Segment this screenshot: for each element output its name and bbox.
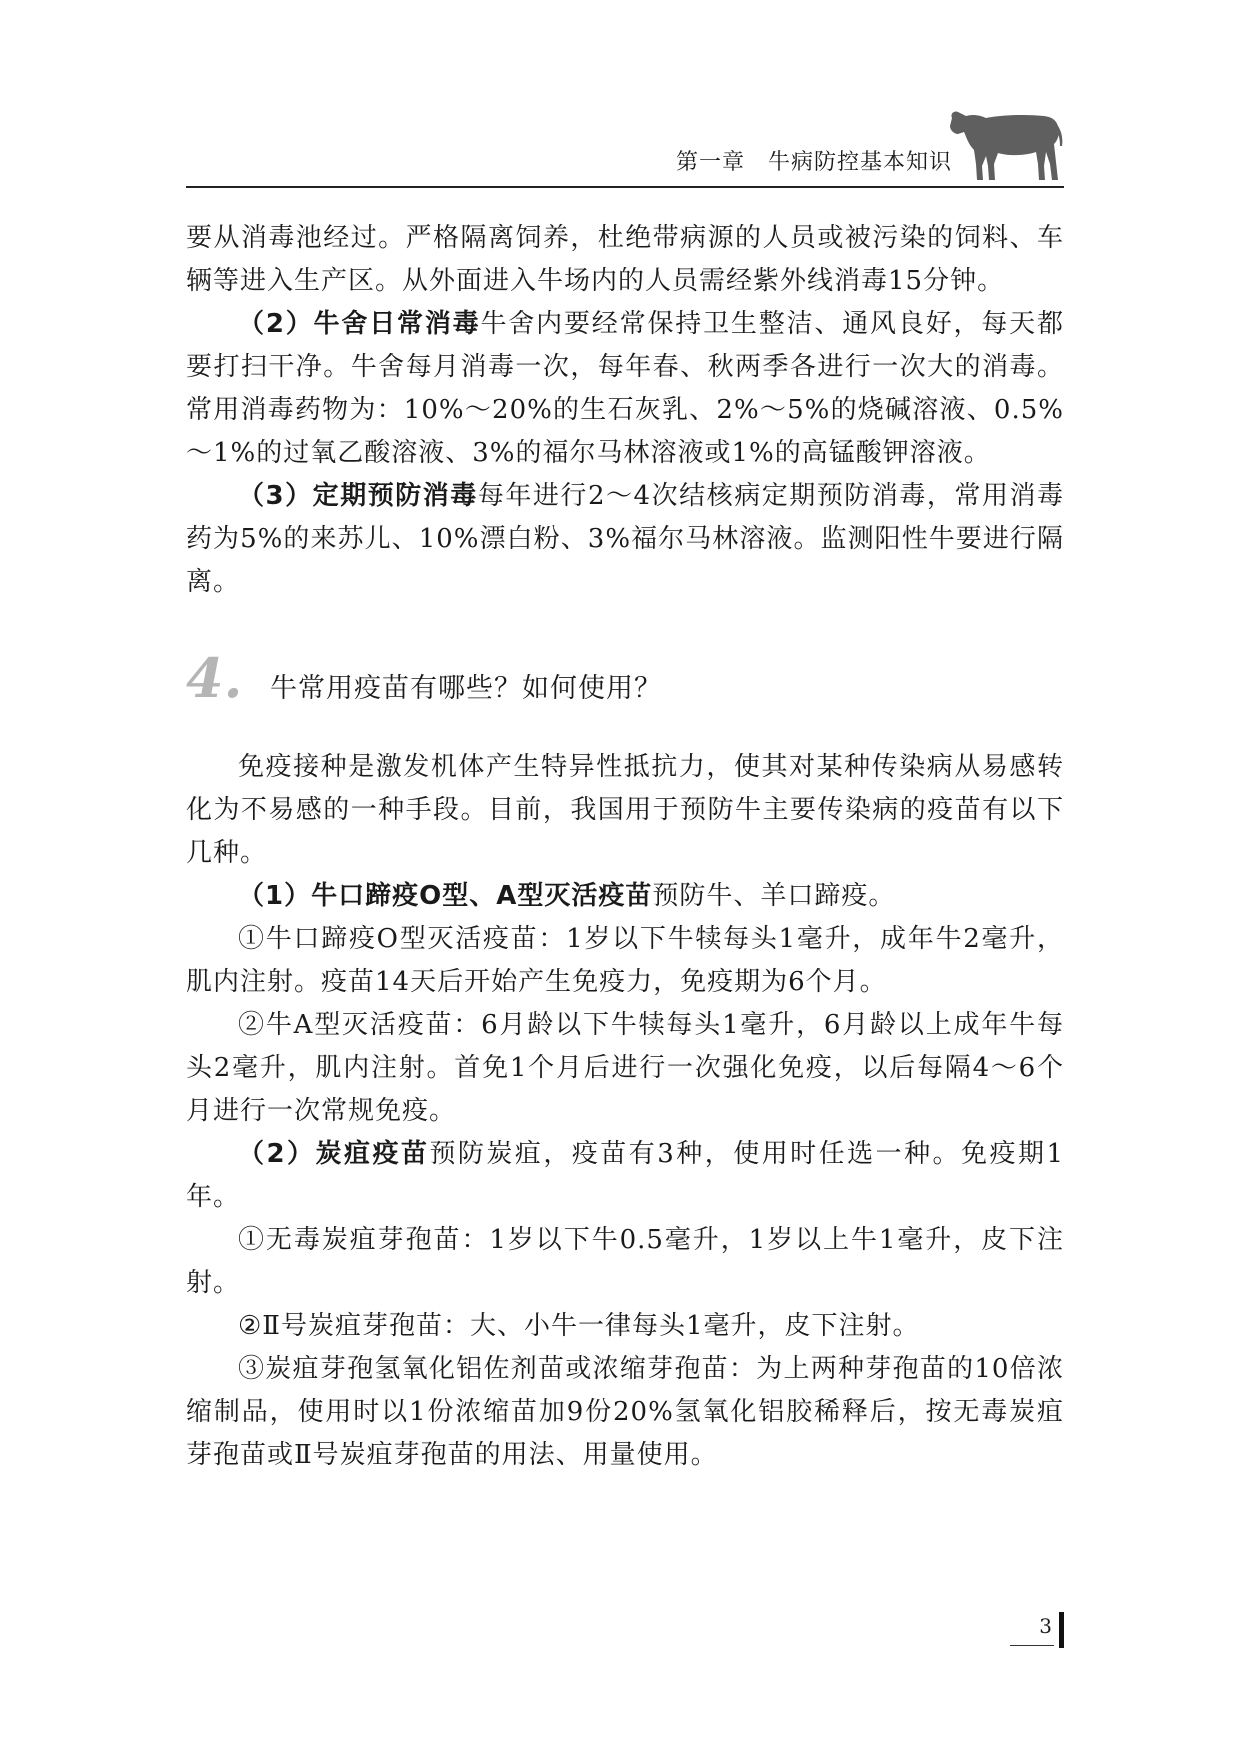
page-footer [1010, 1612, 1066, 1648]
paragraph-text: 牛舍内要经常保持卫生整洁、通风良好，每天都要打扫干净。牛舍每月消毒一次，每年春、秋两季各进行一次大的消毒。常用消毒药物为：10%～20%的生石灰乳、2%～5%的烧碱溶液、0.5%～1%的过氧乙酸溶液、3%的福尔马林溶液或1%的高锰酸钾溶液。 [186, 309, 1064, 468]
paragraph-intro: 免疫接种是激发机体产生特异性抵抗力，使其对某种传染病从易感转化为不易感的一种手段。目前，我国用于预防牛主要传染病的疫苗有以下几种。 [186, 752, 1064, 868]
page-number-bar [1059, 1612, 1064, 1648]
section-heading [186, 648, 1064, 708]
subheading-anthrax-vaccine: （2）炭疽疫苗 [238, 1139, 430, 1169]
section-title: 牛常用疫苗有哪些？如何使用？ [270, 673, 662, 704]
paragraph-periodic-disinfection [186, 475, 1064, 604]
chapter-title: 第一章 牛病防控基本知识 [675, 150, 952, 175]
cow-silhouette-icon [946, 106, 1064, 186]
section-number: 4. [186, 646, 243, 710]
subheading-fmd-vaccine: （1）牛口蹄疫O型、A型灭活疫苗 [238, 881, 653, 911]
paragraph-fmd-a: ②牛A型灭活疫苗：6月龄以下牛犊每头1毫升，6月龄以上成年牛每头2毫升，肌内注射。首免1个月后进行一次强化免疫，以后每隔4～6个月进行一次常规免疫。 [186, 1010, 1064, 1126]
paragraph-text: 预防炭疽，疫苗有3种，使用时任选一种。免疫期1年。 [186, 1139, 1065, 1212]
page-number-rule [1010, 1645, 1054, 1646]
paragraph-anthrax-3: ③炭疽芽孢氢氧化铝佐剂苗或浓缩芽孢苗：为上两种芽孢苗的10倍浓缩制品，使用时以1份浓缩苗加9份20%氢氧化铝胶稀释后，按无毒炭疽芽孢苗或Ⅱ号炭疽芽孢苗的用法、用量使用。 [186, 1354, 1064, 1470]
paragraph-anthrax-2: ②Ⅱ号炭疽芽孢苗：大、小牛一律每头1毫升，皮下注射。 [238, 1311, 920, 1341]
paragraph-continued: 要从消毒池经过。严格隔离饲养，杜绝带病源的人员或被污染的饲料、车辆等进入生产区。从外面进入牛场内的人员需经紫外线消毒15分钟。 [186, 223, 1064, 296]
subheading-barn-disinfection: （2）牛舍日常消毒 [238, 309, 481, 339]
paragraph-anthrax-1: ①无毒炭疽芽孢苗：1岁以下牛0.5毫升，1岁以上牛1毫升，皮下注射。 [186, 1225, 1064, 1298]
paragraph-text: 预防牛、羊口蹄疫。 [652, 881, 896, 911]
paragraph-fmd-vaccine [186, 875, 1064, 918]
page-body [186, 217, 1064, 1477]
subheading-periodic-disinfection: （3）定期预防消毒 [238, 481, 478, 511]
paragraph-barn-disinfection [186, 303, 1064, 475]
page-number: 3 [1039, 1614, 1052, 1638]
paragraph-fmd-o: ①牛口蹄疫O型灭活疫苗：1岁以下牛犊每头1毫升，成年牛2毫升，肌内注射。疫苗14天后开始产生免疫力，免疫期为6个月。 [186, 924, 1064, 997]
paragraph-text: 每年进行2～4次结核病定期预防消毒，常用消毒药为5%的来苏儿、10%漂白粉、3%福尔马林溶液。监测阳性牛要进行隔离。 [186, 481, 1064, 597]
running-header [186, 100, 1064, 188]
header-rule [186, 186, 1064, 188]
paragraph-anthrax-vaccine [186, 1133, 1064, 1219]
